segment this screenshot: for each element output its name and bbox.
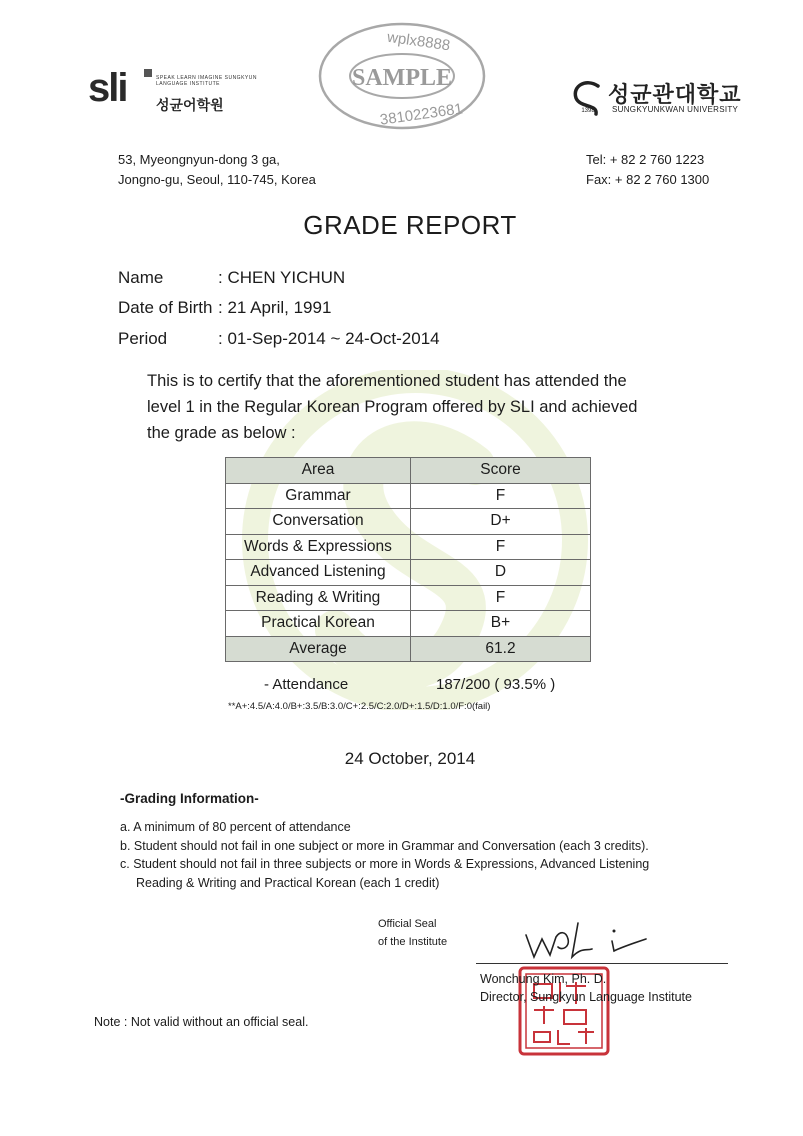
area-cell: Words & Expressions <box>226 534 411 560</box>
area-cell: Reading & Writing <box>226 585 411 611</box>
telephone: Tel: + 82 2 760 1223 <box>586 152 705 167</box>
area-cell: Advanced Listening <box>226 560 411 586</box>
table-row <box>226 611 591 637</box>
grading-rules <box>120 818 649 892</box>
name-label: Name <box>118 268 164 287</box>
score-cell: F <box>411 483 591 509</box>
address-line-1: 53, Myeongnyun-dong 3 ga, <box>118 152 280 167</box>
institute-contact <box>586 150 709 190</box>
name-value: : CHEN YICHUN <box>218 268 346 287</box>
sample-stamp <box>318 18 486 138</box>
period-label: Period <box>118 329 168 348</box>
grading-heading: -Grading Information- <box>120 791 259 806</box>
table-row <box>226 534 591 560</box>
page-title: GRADE REPORT <box>303 210 517 240</box>
score-cell: D+ <box>411 509 591 535</box>
certification-text <box>147 368 707 446</box>
signature-line <box>476 963 728 964</box>
sli-logo <box>88 66 288 116</box>
header-area: Area <box>226 458 411 484</box>
table-row <box>226 585 591 611</box>
table-header-row <box>226 458 591 484</box>
certify-line-3: the grade as below : <box>147 424 296 442</box>
rule-a: a. A minimum of 80 percent of attendance <box>120 820 351 834</box>
skku-logo <box>568 78 768 124</box>
grade-table <box>225 457 591 662</box>
director-title: Director, Sungkyun Language Institute <box>480 990 692 1004</box>
seal-label-line-2: of the Institute <box>378 936 448 948</box>
grade-scale: **A+:4.5/A:4.0/B+:3.5/B:3.0/C+:2.5/C:2.0/D+:1.5/D:1.0/F:0(fail) <box>228 701 491 712</box>
issue-date: 24 October, 2014 <box>344 749 476 768</box>
sli-logo-text: sli <box>88 66 127 110</box>
rule-b: b. Student should not fail in one subject or more in Grammar and Conversation (each 3 credits). <box>120 838 649 853</box>
average-value: 61.2 <box>411 636 591 662</box>
address-line-2: Jongno-gu, Seoul, 110-745, Korea <box>118 172 316 187</box>
rule-c-continued: Reading & Writing and Practical Korean (each 1 credit) <box>136 875 440 890</box>
period-value: : 01-Sep-2014 ~ 24-Oct-2014 <box>218 329 440 348</box>
table-row <box>226 509 591 535</box>
skku-founding-year: 1398 <box>581 108 595 114</box>
score-cell: F <box>411 585 591 611</box>
area-cell: Conversation <box>226 509 411 535</box>
table-row <box>226 560 591 586</box>
sample-stamp-bottom: 3810223681 <box>378 100 464 129</box>
sli-korean-name: 성균어학원 <box>156 97 224 113</box>
skku-korean-name: 성균관대학교 <box>608 82 742 107</box>
average-row <box>226 636 591 662</box>
sample-stamp-top: wplx8888 <box>386 28 452 55</box>
director-info <box>480 970 692 1006</box>
official-seal-label <box>378 915 447 951</box>
header-score: Score <box>411 458 591 484</box>
rule-c: c. Student should not fail in three subjects or more in Words & Expressions, Advanced Listening <box>120 857 650 871</box>
fax: Fax: + 82 2 760 1300 <box>586 172 710 187</box>
score-cell: B+ <box>411 611 591 637</box>
dob-label: Date of Birth <box>118 298 213 317</box>
validity-note: Note : Not valid without an official seal. <box>94 1015 309 1029</box>
institute-address <box>118 150 316 190</box>
score-cell: F <box>411 534 591 560</box>
dob-value: : 21 April, 1991 <box>218 298 332 317</box>
table-row <box>226 483 591 509</box>
area-cell: Grammar <box>226 483 411 509</box>
score-cell: D <box>411 560 591 586</box>
area-cell: Practical Korean <box>226 611 411 637</box>
certify-line-1: This is to certify that the aforementioned student has attended the <box>147 372 627 390</box>
seal-label-line-1: Official Seal <box>378 918 437 930</box>
sli-tagline: SPEAK LEARN IMAGINE SUNGKYUN LANGUAGE INSTITUTE <box>156 75 257 87</box>
sli-logo-mark <box>144 69 152 77</box>
director-name: Wonchung Kim, Ph. D. <box>480 972 607 986</box>
director-signature <box>522 917 652 961</box>
sample-stamp-word: SAMPLE <box>351 65 453 91</box>
attendance-value: 187/200 ( 93.5% ) <box>436 676 556 693</box>
skku-english-name: SUNGKYUNKWAN UNIVERSITY <box>612 105 739 114</box>
certify-line-2: level 1 in the Regular Korean Program offered by SLI and achieved <box>147 398 638 416</box>
average-label: Average <box>226 636 411 662</box>
attendance-label: - Attendance <box>264 676 349 693</box>
skku-emblem-icon <box>568 78 608 118</box>
